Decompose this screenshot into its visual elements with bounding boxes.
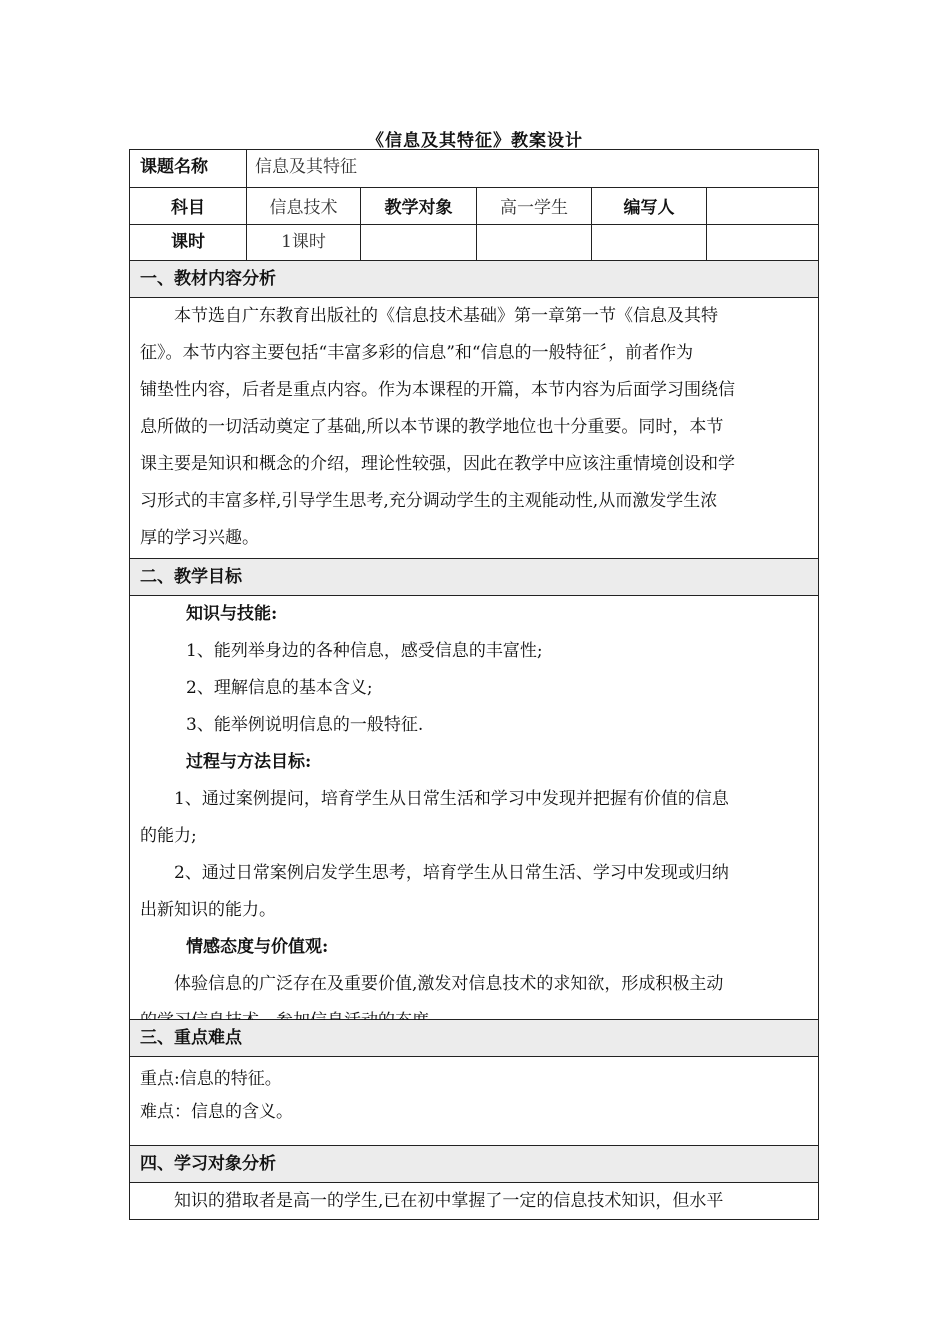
section-4-heading: 四、学习对象分析 bbox=[130, 1146, 818, 1182]
text-line: 习形式的丰富多样,引导学生思考,充分调动学生的主观能动性,从而激发学生浓 bbox=[140, 491, 718, 511]
text-line: 息所做的一切活动奠定了基础,所以本节课的教学地位也十分重要。同时，本节 bbox=[140, 417, 724, 437]
text-line: 本节选自广东教育出版社的《信息技术基础》第一章第一节《信息及其特 bbox=[174, 306, 718, 326]
subject-row bbox=[130, 187, 818, 224]
author-label: 编写人 bbox=[591, 188, 706, 224]
section-2-heading: 二、教学目标 bbox=[130, 559, 818, 595]
section-4-heading-row bbox=[130, 1145, 818, 1182]
teaching-goals-text bbox=[130, 596, 818, 1019]
audience-value: 高一学生 bbox=[476, 188, 591, 224]
subject-value: 信息技术 bbox=[246, 188, 360, 224]
empty-cell bbox=[706, 225, 818, 260]
goal-item: 3、能举例说明信息的一般特征. bbox=[186, 715, 424, 735]
key-points-text bbox=[130, 1057, 818, 1145]
subject-label: 科目 bbox=[171, 198, 205, 218]
hours-value: 1课时 bbox=[246, 225, 360, 260]
learner-analysis-text bbox=[130, 1183, 818, 1219]
hours-row bbox=[130, 224, 818, 260]
goal-line: 体验信息的广泛存在及重要价值,激发对信息技术的求知欲，形成积极主动 bbox=[174, 974, 724, 994]
text-line: 铺垫性内容，后者是重点内容。作为本课程的开篇，本节内容为后面学习围绕信 bbox=[140, 380, 735, 400]
topic-row bbox=[130, 150, 818, 187]
section-3-heading: 三、重点难点 bbox=[130, 1020, 818, 1056]
goal-item: 2、理解信息的基本含义; bbox=[186, 678, 373, 698]
empty-cell bbox=[591, 225, 706, 260]
section-1-body bbox=[130, 297, 818, 558]
audience-label: 教学对象 bbox=[360, 188, 476, 224]
emotion-values-title: 情感态度与价值观: bbox=[186, 937, 329, 957]
empty-cell bbox=[476, 225, 591, 260]
lesson-plan-table bbox=[129, 149, 819, 1220]
hours-label: 课时 bbox=[171, 232, 205, 252]
text-line: 厚的学习兴趣。 bbox=[140, 528, 259, 548]
section-3-heading-row bbox=[130, 1019, 818, 1056]
section-3-body bbox=[130, 1056, 818, 1145]
knowledge-skills-title: 知识与技能: bbox=[186, 604, 278, 624]
difficult-point: 难点：信息的含义。 bbox=[140, 1102, 293, 1122]
textbook-analysis-text bbox=[130, 298, 818, 558]
key-point: 重点:信息的特征。 bbox=[140, 1069, 282, 1089]
topic-value: 信息及其特征 bbox=[246, 150, 818, 187]
text-line: 课主要是知识和概念的介绍，理论性较强，因此在教学中应该注重情境创设和学 bbox=[140, 454, 735, 474]
section-1-heading: 一、教材内容分析 bbox=[130, 261, 818, 297]
goal-item: 1、能列举身边的各种信息，感受信息的丰富性; bbox=[186, 641, 543, 661]
goal-line: 1、通过案例提问，培育学生从日常生活和学习中发现并把握有价值的信息 bbox=[174, 789, 729, 809]
topic-label: 课题名称 bbox=[140, 157, 208, 177]
goal-line: 出新知识的能力。 bbox=[140, 900, 276, 920]
section-4-body bbox=[130, 1182, 818, 1219]
document-title: 《信息及其特征》教案设计 bbox=[367, 131, 583, 151]
text-line: 征》。本节内容主要包括“丰富多彩的信息”和“信息的一般特征〞，前者作为 bbox=[140, 343, 694, 363]
empty-cell bbox=[360, 225, 476, 260]
author-value bbox=[706, 188, 818, 224]
section-2-heading-row bbox=[130, 558, 818, 595]
goal-line: 的能力; bbox=[140, 826, 197, 846]
text-line: 知识的猎取者是高一的学生,已在初中掌握了一定的信息技术知识，但水平 bbox=[174, 1191, 724, 1211]
goal-line: 2、通过日常案例启发学生思考，培育学生从日常生活、学习中发现或归纳 bbox=[174, 863, 729, 883]
section-1-heading-row bbox=[130, 260, 818, 297]
section-2-body bbox=[130, 595, 818, 1019]
process-methods-title: 过程与方法目标: bbox=[186, 752, 312, 772]
